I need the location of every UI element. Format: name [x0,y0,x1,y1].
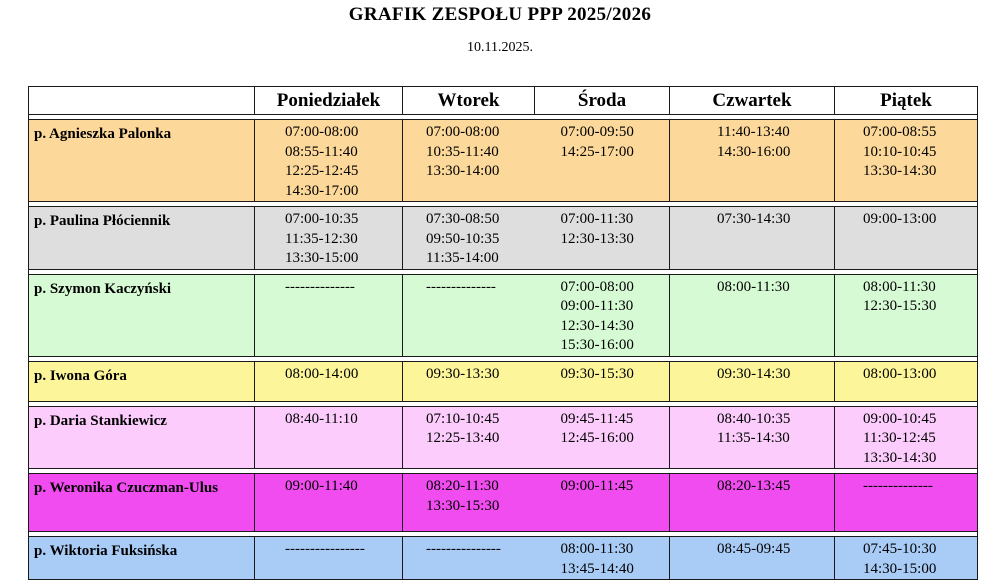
time-slot: 11:35-12:30 [285,230,358,247]
time-slot: 07:00-08:00 [560,278,634,295]
time-slot: 08:00-11:30 [717,278,790,295]
time-slot: 14:30-15:00 [863,560,937,577]
time-slot: 09:00-11:30 [560,298,634,314]
time-slot: -------------- [285,278,355,295]
time-slot: 09:30-15:30 [560,365,634,382]
time-slot: 07:00-08:55 [863,124,937,140]
time-slot: 09:00-10:45 [863,410,937,427]
day-cell [535,361,670,401]
time-slot: -------------- [863,478,933,494]
time-slot: 14:25-17:00 [560,143,634,160]
time-slot: 09:30-13:30 [426,365,500,382]
schedule-row [29,207,978,270]
document-date: 10.11.2025. [467,40,533,55]
time-slot: ---------------- [285,541,365,557]
day-cell [670,474,835,532]
day-cell [835,537,978,580]
day-cell [535,537,670,580]
time-slot: 12:45-16:00 [560,430,634,446]
time-slot: 15:30-16:00 [560,337,634,353]
time-slot: 09:00-11:40 [285,478,358,494]
time-slot: 13:45-14:40 [560,560,634,577]
day-cell [403,537,535,580]
day-cell [255,406,403,469]
header-corner [29,87,255,115]
time-slot: 07:00-09:50 [560,124,634,140]
day-cell [835,120,978,202]
schedule-row [29,361,978,401]
time-slot: 08:20-13:45 [717,478,791,494]
time-slot: 08:40-10:35 [717,410,791,427]
day-cell [535,474,670,532]
time-slot: 08:00-11:30 [560,541,634,557]
time-slot: 11:35-14:30 [717,430,790,446]
header-row [29,87,978,115]
time-slot: 13:30-15:30 [426,497,500,514]
page-title: GRAFIK ZESPOŁU PPP 2025/2026 [348,4,652,25]
schedule-row [29,406,978,469]
day-header: Piątek [835,87,978,115]
time-slot: 12:30-14:30 [560,317,634,334]
day-header: Wtorek [403,87,535,115]
time-slot: 13:30-15:00 [285,250,359,266]
day-cell [670,406,835,469]
day-cell [670,274,835,356]
day-header: Poniedziałek [255,87,403,115]
day-cell [535,120,670,202]
time-slot: 08:40-11:10 [285,410,358,427]
day-cell [403,406,535,469]
day-header: Czwartek [670,87,835,115]
time-slot: 12:25-12:45 [285,163,359,179]
time-slot: 11:35-14:00 [426,250,499,266]
person-name: p. Paulina Płóciennik [29,207,255,270]
time-slot: 09:30-14:30 [717,365,791,382]
time-slot: 10:35-11:40 [426,143,499,160]
time-slot: 07:30-14:30 [717,211,791,227]
day-cell [835,361,978,401]
time-slot: 07:00-11:30 [560,211,634,227]
day-cell [255,537,403,580]
time-slot: --------------- [426,541,501,557]
day-cell [835,274,978,356]
schedule-row [29,474,978,532]
time-slot: 08:00-14:00 [285,365,359,382]
day-cell [670,537,835,580]
time-slot: 07:10-10:45 [426,410,500,427]
day-cell [255,207,403,270]
time-slot: 07:30-08:50 [426,211,500,227]
day-cell [403,474,535,532]
day-cell [403,274,535,356]
time-slot: 09:50-10:35 [426,230,500,247]
time-slot: 10:10-10:45 [863,143,937,160]
time-slot: 08:00-13:00 [863,365,937,382]
day-cell [255,474,403,532]
person-name: p. Daria Stankiewicz [29,406,255,469]
time-slot: 11:30-12:45 [863,430,936,446]
time-slot: 09:45-11:45 [560,410,634,427]
day-cell [403,120,535,202]
time-slot: 08:00-11:30 [863,278,936,295]
day-header: Środa [535,87,670,115]
time-slot: 11:40-13:40 [717,124,790,140]
time-slot: 13:30-14:30 [863,449,937,466]
day-cell [835,207,978,270]
time-slot: 14:30-17:00 [285,182,359,199]
time-slot: 07:45-10:30 [863,541,937,557]
time-slot: 07:00-08:00 [426,124,500,140]
time-slot: -------------- [426,278,496,295]
day-cell [255,274,403,356]
person-name: p. Agnieszka Palonka [29,120,255,202]
day-cell [670,361,835,401]
time-slot: 09:00-13:00 [863,211,937,227]
schedule-row [29,120,978,202]
day-cell [835,474,978,532]
day-cell [535,406,670,469]
day-cell [255,361,403,401]
schedule-row [29,537,978,580]
day-cell [535,274,670,356]
person-name: p. Weronika Czuczman-Ulus [29,474,255,532]
time-slot: 12:30-13:30 [560,230,634,247]
time-slot: 13:30-14:30 [863,163,937,179]
day-cell [670,207,835,270]
day-cell [835,406,978,469]
person-name: p. Iwona Góra [29,361,255,401]
time-slot: 09:00-11:45 [560,478,634,494]
time-slot: 12:30-15:30 [863,298,937,314]
day-cell [535,207,670,270]
schedule-table [28,86,978,580]
time-slot: 08:45-09:45 [717,541,791,557]
schedule-row [29,274,978,356]
time-slot: 07:00-08:00 [285,124,359,140]
day-cell [403,361,535,401]
time-slot: 13:30-14:00 [426,163,500,179]
time-slot: 07:00-10:35 [285,211,359,227]
person-name: p. Szymon Kaczyński [29,274,255,356]
day-cell [255,120,403,202]
time-slot: 08:55-11:40 [285,143,358,160]
day-cell [403,207,535,270]
time-slot: 14:30-16:00 [717,143,791,160]
time-slot: 08:20-11:30 [426,478,499,494]
day-cell [670,120,835,202]
time-slot: 12:25-13:40 [426,430,500,446]
person-name: p. Wiktoria Fuksińska [29,537,255,580]
